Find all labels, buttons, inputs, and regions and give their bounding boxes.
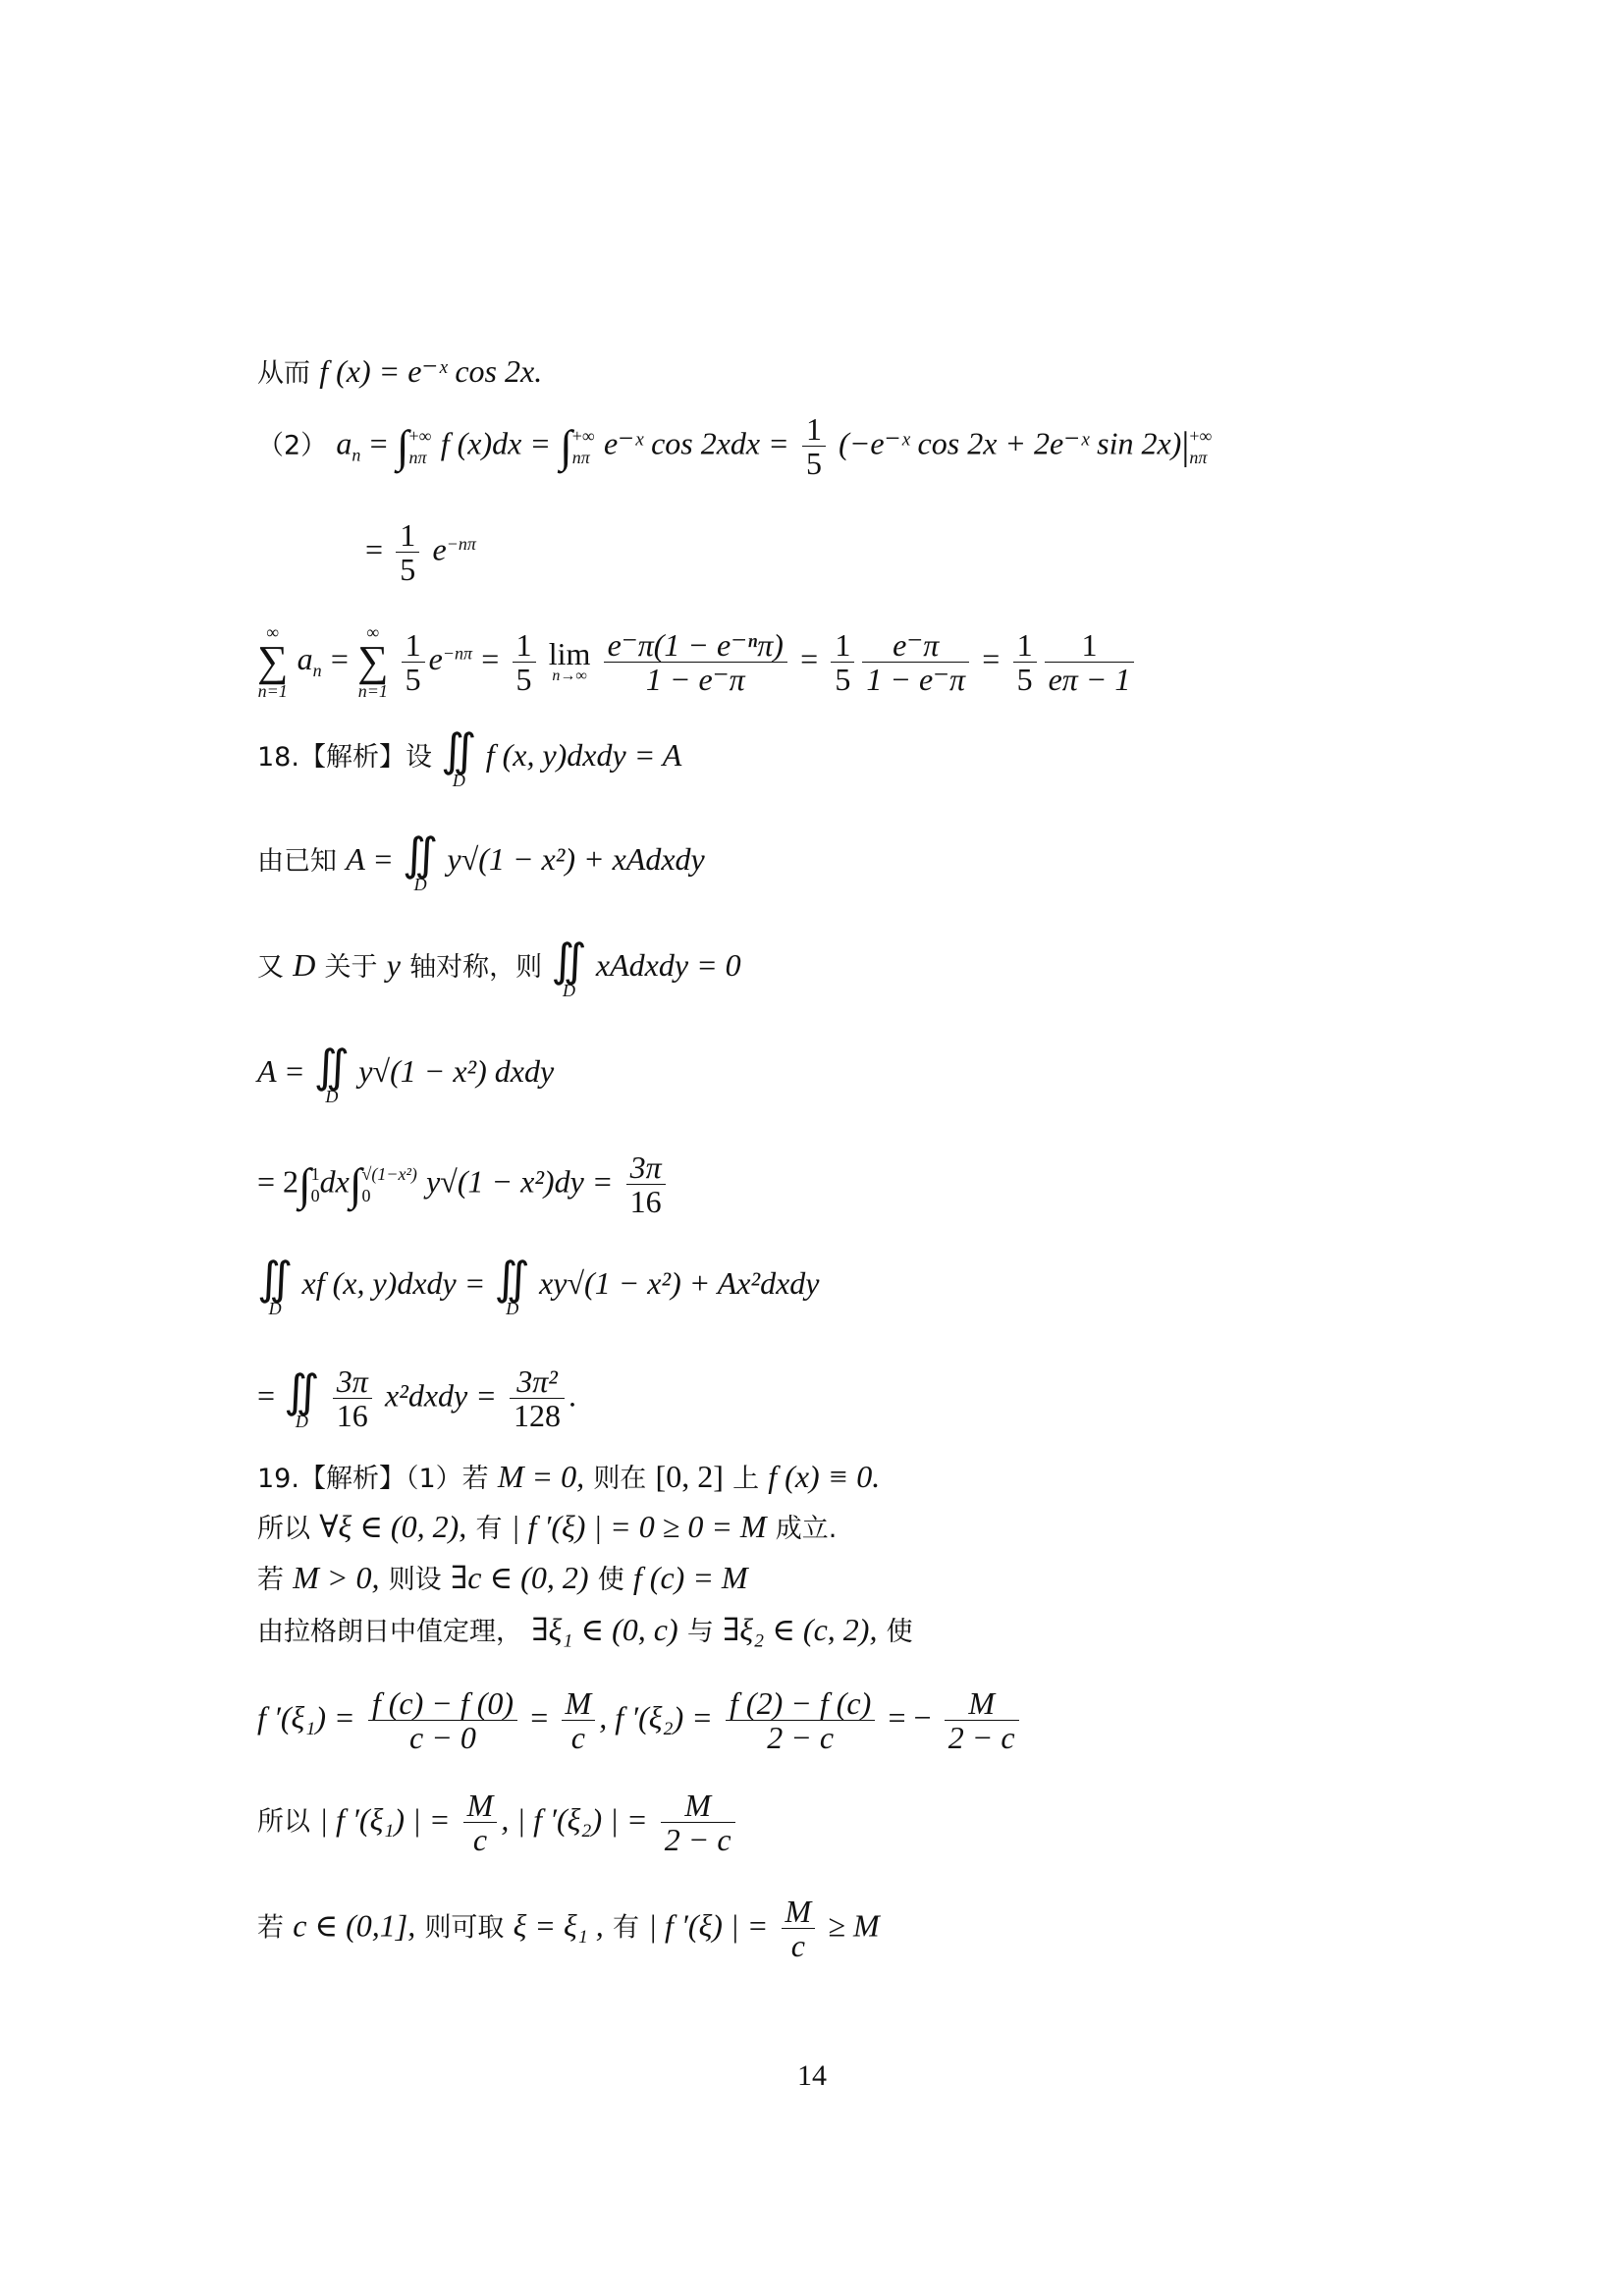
formula: , | f ′(ξ₂) | = — [501, 1801, 648, 1838]
formula: f ′(ξ₁) = — [257, 1699, 355, 1735]
denominator: 16 — [629, 1184, 662, 1219]
page-number: 14 — [797, 2059, 827, 2092]
sum-block — [357, 622, 388, 701]
region: D — [563, 981, 576, 1000]
numerator: 1 — [1013, 628, 1037, 663]
double-integral — [284, 1365, 320, 1431]
fraction — [562, 1686, 596, 1754]
formula: y√(1 − x²) + xAdxdy — [447, 841, 705, 877]
equals: = — [330, 641, 349, 676]
text: 则可取 — [424, 1912, 505, 1944]
line-14 — [257, 1558, 1416, 1600]
fraction — [396, 518, 419, 586]
upper-limit: +∞ — [408, 425, 432, 446]
numerator: e⁻π — [862, 628, 969, 663]
symbol: a — [297, 641, 313, 676]
fraction — [661, 1789, 735, 1856]
region: D — [413, 875, 427, 894]
formula: x²dxdy = — [385, 1377, 497, 1414]
denominator: 2 − c — [947, 1720, 1015, 1755]
lower-limit: 0 — [361, 1185, 371, 1205]
line-9 — [257, 1150, 1416, 1218]
period: . — [568, 1377, 577, 1414]
line-18 — [257, 1895, 1416, 1962]
fraction — [945, 1686, 1019, 1754]
integral-sign: ∫ — [298, 1158, 311, 1209]
text: 所以 — [257, 1514, 310, 1544]
formula: = 2 — [257, 1163, 299, 1200]
equals: = — [530, 1699, 549, 1735]
formula: , f ′(ξ₂) = — [599, 1699, 713, 1735]
region: D — [452, 771, 465, 790]
numerator: 3π — [333, 1364, 372, 1399]
formula: A = — [346, 841, 394, 877]
sum-sign: ∑ — [357, 637, 389, 685]
lower-limit: n=1 — [257, 681, 288, 701]
denominator: 1 − e⁻π — [645, 661, 745, 697]
symbol: a — [336, 425, 352, 461]
line-5 — [257, 725, 1416, 790]
numerator: 1 — [831, 628, 854, 663]
text: 又 — [257, 952, 284, 983]
formula: ∃ξ₂ ∈ (c, 2), — [723, 1612, 878, 1647]
text: 从而 — [257, 358, 310, 389]
region: D — [325, 1087, 339, 1106]
denominator: c − 0 — [409, 1720, 476, 1755]
line-7 — [257, 935, 1416, 1000]
text: 使 — [597, 1565, 624, 1595]
sum-block — [257, 622, 288, 701]
line-10 — [257, 1254, 1416, 1318]
denominator: 1 − e⁻π — [866, 661, 966, 697]
denominator: 5 — [805, 446, 822, 481]
symbol: e — [428, 641, 443, 676]
upper-limit: ∞ — [266, 622, 280, 642]
integral-sign: ∬ — [494, 1254, 530, 1304]
formula: | f ′(ξ) | = 0 ≥ 0 = M — [511, 1509, 767, 1544]
equals: = — [481, 641, 500, 676]
formula: xAdxdy = 0 — [595, 947, 741, 983]
equals: = — [257, 1377, 276, 1414]
numerator: f (c) − f (0) — [368, 1686, 517, 1721]
text: 关于 — [324, 952, 378, 983]
integral-sign: ∬ — [313, 1041, 351, 1092]
subscript: n — [312, 660, 322, 680]
text: 轴对称，则 — [409, 952, 543, 983]
superscript: −nπ — [446, 533, 476, 554]
denominator: 5 — [835, 661, 851, 697]
region: D — [268, 1299, 282, 1318]
formula: ≥ M — [828, 1907, 880, 1944]
equals: = — [800, 641, 819, 676]
sum-sign: ∑ — [257, 637, 289, 685]
line-15 — [257, 1610, 1416, 1652]
text: 由拉格朗日中值定理， — [257, 1617, 522, 1647]
line-16 — [257, 1686, 1416, 1754]
text: 则设 — [388, 1565, 442, 1595]
denominator: c — [570, 1720, 585, 1755]
equals: = − — [888, 1699, 932, 1735]
text: 由已知 — [257, 846, 337, 877]
denominator: 5 — [400, 552, 416, 587]
numerator: 1 — [513, 628, 536, 663]
upper-limit: √(1−x²) — [361, 1163, 417, 1184]
lower-limit: 0 — [310, 1185, 320, 1205]
eval-bar: | — [1181, 423, 1190, 468]
formula: e⁻ˣ cos 2xdx = — [603, 425, 789, 461]
formula: f (x) = e⁻ˣ cos 2x. — [319, 353, 543, 389]
subscript: n — [352, 445, 361, 465]
text: 则在 — [593, 1464, 647, 1494]
formula: A = — [257, 1053, 305, 1089]
denominator: c — [472, 1822, 488, 1857]
fraction — [782, 1895, 816, 1962]
integral-sign: ∬ — [403, 829, 439, 880]
upper-limit: +∞ — [571, 425, 595, 446]
line-8 — [257, 1041, 1416, 1106]
text: 若 — [257, 1565, 284, 1595]
integral-sign: ∬ — [284, 1365, 320, 1416]
equals: = — [369, 425, 388, 461]
formula: ξ = ξ₁ , — [513, 1907, 604, 1944]
numerator: 3π — [626, 1150, 666, 1185]
numerator: M — [945, 1686, 1019, 1721]
lower-limit: n=1 — [357, 681, 388, 701]
superscript: −nπ — [442, 643, 473, 664]
line-2 — [257, 412, 1416, 480]
numerator: M — [782, 1895, 816, 1929]
text: 与 — [686, 1617, 714, 1647]
denominator: 5 — [1016, 661, 1033, 697]
line-17 — [257, 1789, 1416, 1856]
lower-limit: nπ — [1189, 447, 1208, 467]
text: 若 — [257, 1912, 284, 1944]
formula: f (c) = M — [632, 1560, 748, 1595]
line-3 — [365, 518, 1524, 586]
integral-sign: ∫ — [560, 420, 572, 471]
section-label: 18.【解析】设 — [257, 742, 432, 773]
upper-limit: 1 — [310, 1163, 320, 1184]
text: 所以 — [257, 1806, 310, 1838]
fraction — [402, 628, 425, 696]
fraction — [463, 1789, 498, 1856]
denominator: 5 — [515, 661, 532, 697]
denominator: eπ − 1 — [1048, 661, 1131, 697]
numerator: M — [562, 1686, 596, 1721]
formula: | f ′(ξ) | = — [648, 1907, 769, 1944]
line-6 — [257, 829, 1416, 894]
double-integral — [313, 1041, 351, 1106]
numerator: 1 — [396, 518, 419, 553]
denominator: 5 — [405, 661, 421, 697]
double-integral — [551, 935, 587, 1000]
formula: f (x) ≡ 0. — [768, 1459, 881, 1494]
numerator: f (2) − f (c) — [726, 1686, 875, 1721]
denominator: 2 − c — [767, 1720, 835, 1755]
limit — [548, 636, 591, 684]
fraction — [862, 628, 969, 696]
lower-limit: nπ — [571, 447, 590, 467]
region: D — [506, 1299, 519, 1318]
formula: ∀ξ ∈ (0, 2), — [319, 1509, 467, 1544]
fraction — [333, 1364, 372, 1432]
integral-sign: ∬ — [257, 1254, 294, 1304]
fraction — [510, 1364, 565, 1432]
integral-sign: ∫ — [349, 1158, 362, 1209]
formula: y√(1 − x²) dxdy — [358, 1053, 555, 1089]
denominator: 2 − c — [664, 1822, 731, 1857]
text: 有 — [613, 1912, 639, 1944]
symbol: dx — [319, 1163, 350, 1200]
symbol: e — [432, 531, 447, 567]
line-12 — [257, 1457, 1416, 1499]
numerator: M — [661, 1789, 735, 1823]
lim-text: lim — [548, 636, 591, 671]
numerator: 3π² — [510, 1364, 565, 1399]
item-label: （2） — [257, 430, 328, 461]
region: D — [295, 1411, 308, 1431]
upper-limit: ∞ — [366, 622, 380, 642]
fraction — [368, 1686, 517, 1754]
fraction — [626, 1150, 666, 1218]
fraction — [831, 628, 854, 696]
section-label: 19.【解析】（1）若 — [257, 1464, 489, 1494]
equals: = — [982, 641, 1001, 676]
double-integral — [403, 829, 439, 894]
numerator: M — [463, 1789, 498, 1823]
lim-subscript: n→∞ — [552, 667, 587, 684]
text: 有 — [475, 1514, 503, 1544]
formula: ∃c ∈ (0, 2) — [450, 1560, 589, 1595]
line-13 — [257, 1507, 1416, 1549]
formula: y√(1 − x²)dy = — [426, 1163, 614, 1200]
line-11 — [257, 1364, 1416, 1432]
text: 成立. — [775, 1514, 838, 1544]
fraction — [726, 1686, 875, 1754]
formula: M = 0, — [497, 1459, 585, 1494]
denominator: c — [790, 1928, 805, 1963]
symbol: y — [386, 947, 401, 983]
double-integral — [494, 1254, 530, 1318]
equals: = — [365, 531, 384, 567]
numerator: e⁻π(1 − e⁻ⁿπ) — [604, 628, 787, 663]
text: 上 — [732, 1464, 760, 1494]
fraction — [802, 412, 826, 480]
formula: (−e⁻ˣ cos 2x + 2e⁻ˣ sin 2x) — [839, 425, 1182, 461]
formula: [0, 2] — [655, 1459, 724, 1494]
formula: f (x, y)dxdy = A — [485, 737, 682, 773]
numerator: 1 — [402, 628, 425, 663]
integral-sign: ∬ — [441, 725, 477, 775]
symbol: D — [293, 947, 316, 983]
formula: c ∈ (0,1], — [293, 1907, 416, 1944]
integral-sign: ∫ — [396, 420, 409, 471]
fraction — [1013, 628, 1037, 696]
double-integral — [257, 1254, 294, 1318]
fraction — [1045, 628, 1135, 696]
integral-sign: ∬ — [551, 935, 587, 986]
denominator: 16 — [336, 1398, 368, 1433]
formula: f (x)dx = — [440, 425, 551, 461]
formula: M > 0, — [293, 1560, 380, 1595]
formula: | f ′(ξ₁) | = — [319, 1801, 451, 1838]
formula: xf (x, y)dxdy = — [301, 1265, 486, 1301]
text: 使 — [886, 1617, 913, 1647]
fraction — [604, 628, 787, 696]
double-integral — [441, 725, 477, 790]
line-1 — [257, 351, 1416, 394]
formula: xy√(1 − x²) + Ax²dxdy — [539, 1265, 820, 1301]
lower-limit: nπ — [408, 447, 427, 467]
formula: ∃ξ₁ ∈ (0, c) — [531, 1612, 678, 1647]
numerator: 1 — [1045, 628, 1135, 663]
numerator: 1 — [802, 412, 826, 447]
upper-limit: +∞ — [1189, 425, 1213, 446]
line-4 — [257, 622, 1416, 701]
denominator: 128 — [514, 1398, 562, 1433]
fraction — [513, 628, 536, 696]
